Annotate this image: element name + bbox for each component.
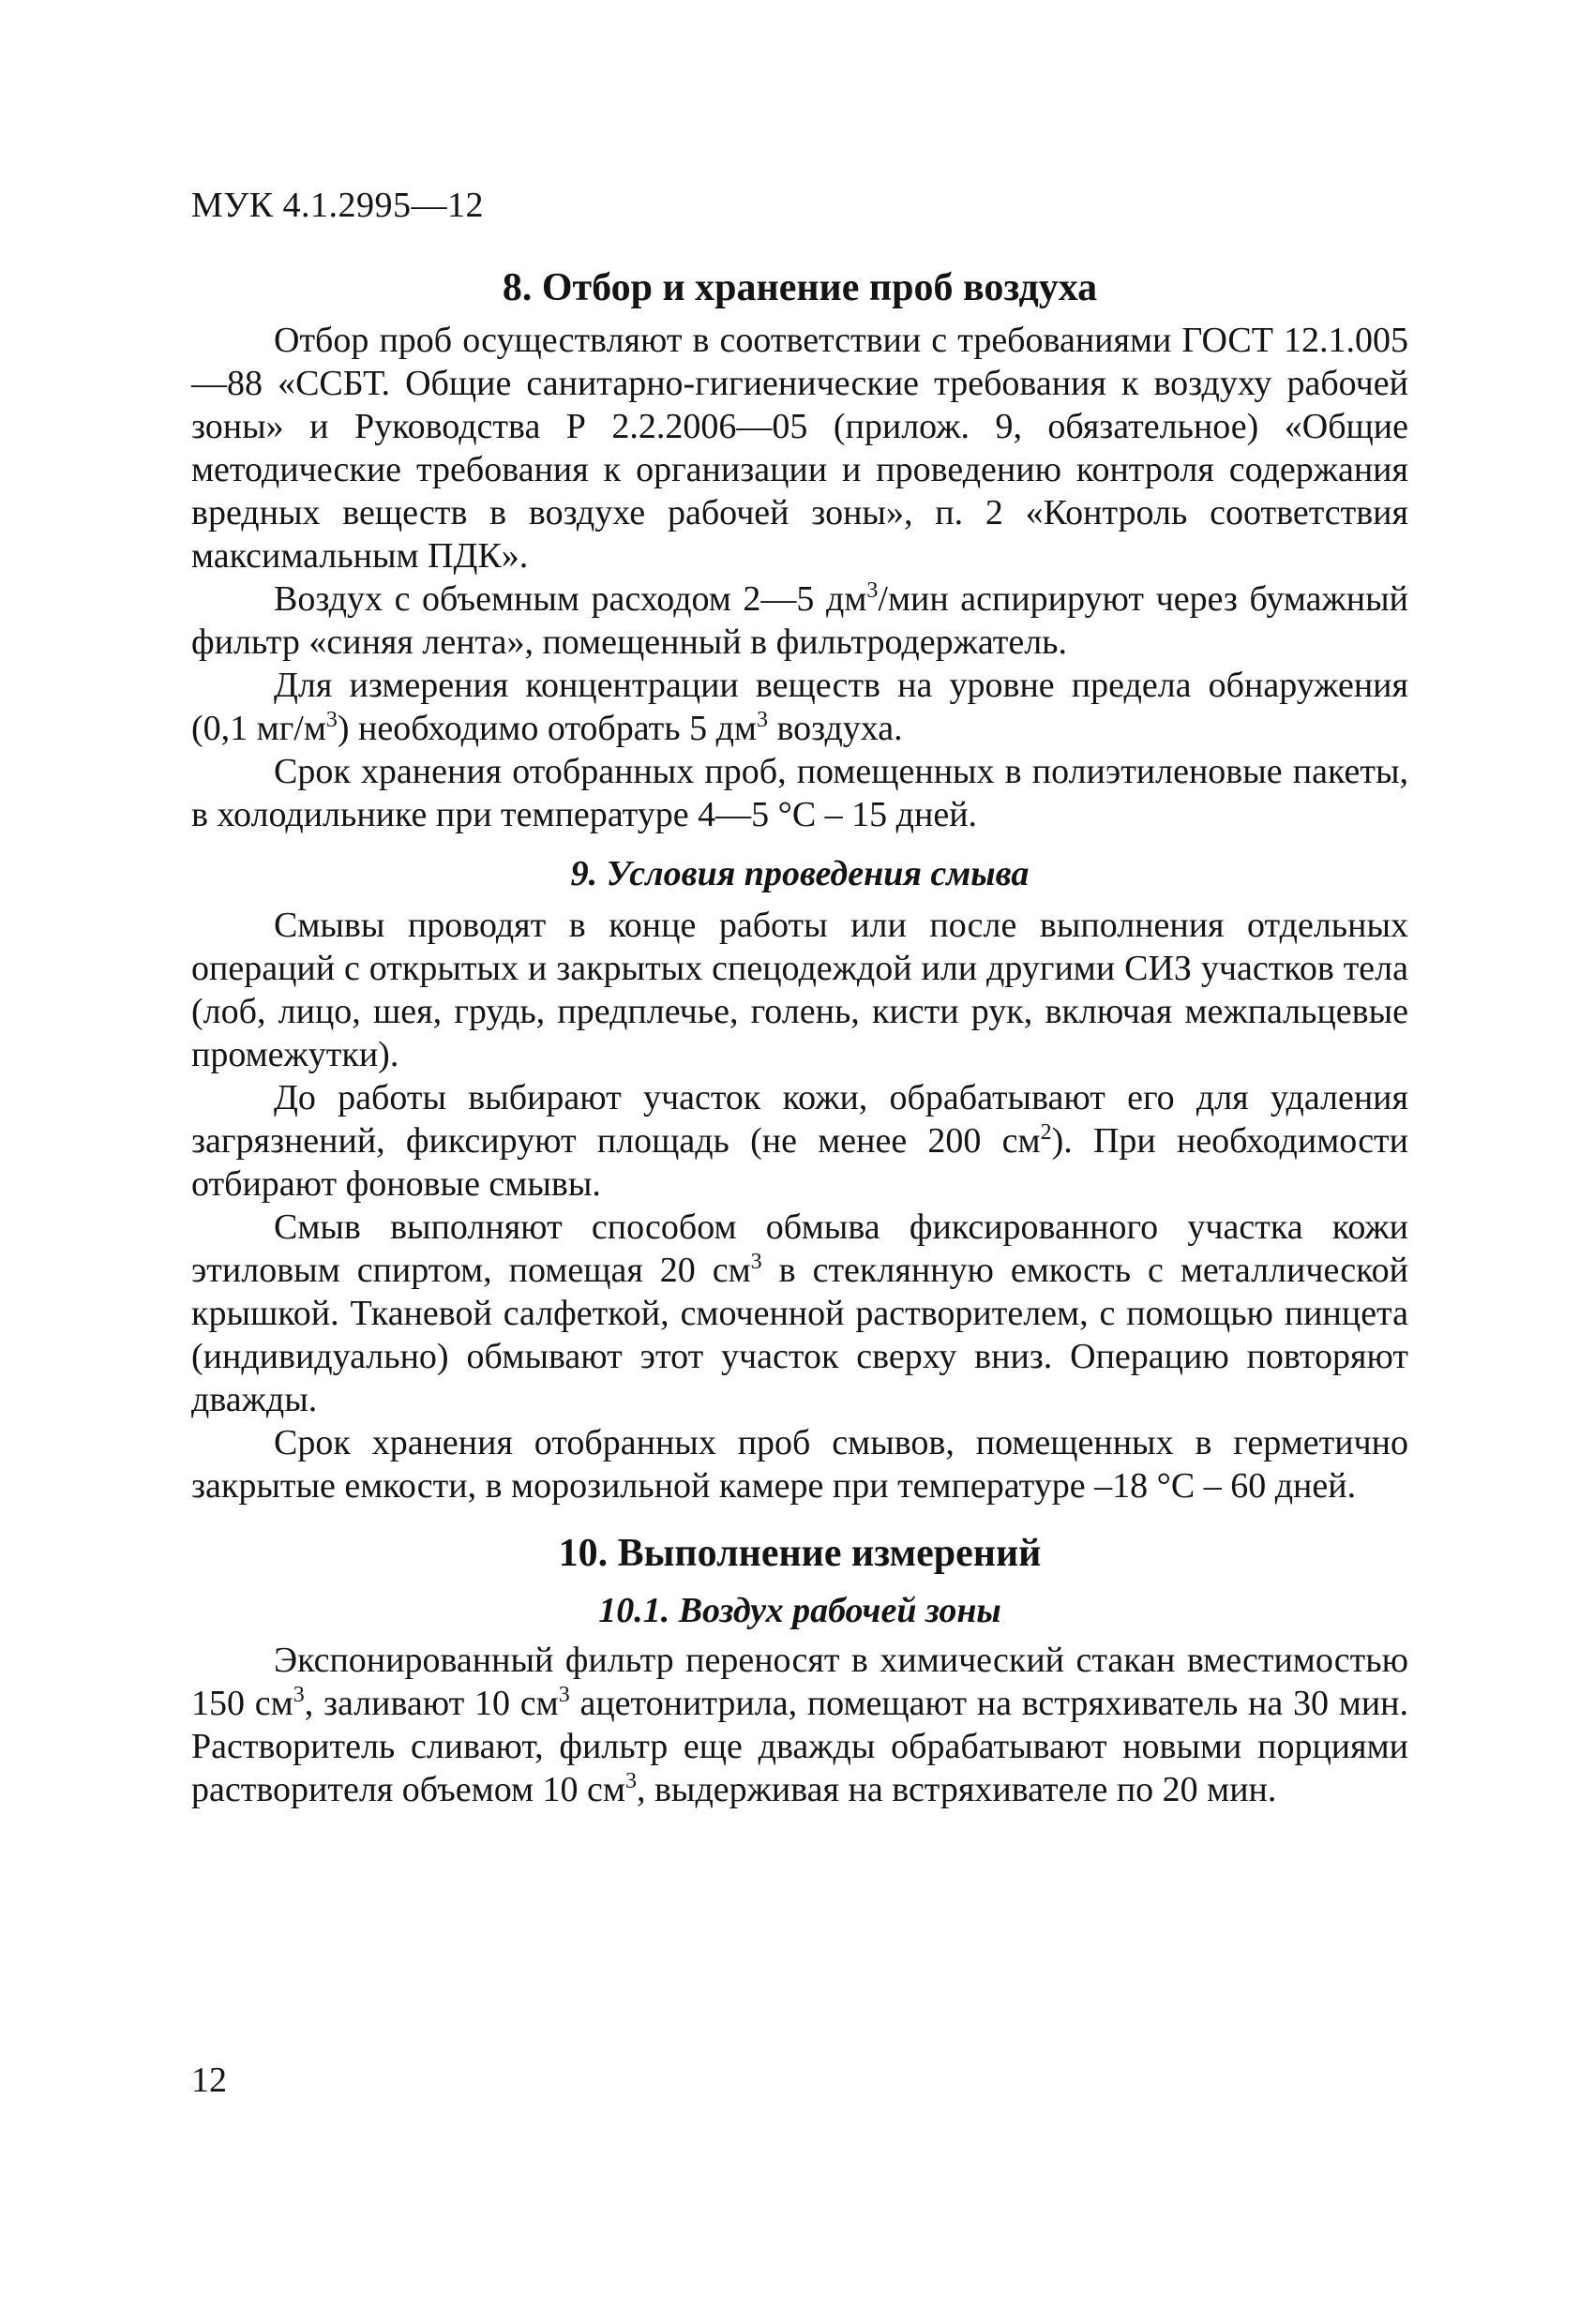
section-8-paragraph-3: Для измерения концентрации веществ на уровне предела обнаружения (0,1 $мг/м^3$) необходимо отобрать 5 $дм^3$ воздуха. — [191, 666, 1408, 748]
section-9-paragraph-3: Смыв выполняют способом обмыва фиксированного участка кожи этиловым спиртом, помещая 20 $см^3$ в стеклянную емкость с металлической крышкой. Тканевой салфеткой, смоченной растворителем, с помощью пинцета (индивидуально) обмывают этот участок сверху вниз. Операцию повторяют дважды. — [191, 1207, 1408, 1419]
document-code-header: МУК 4.1.2995—12 — [191, 186, 485, 225]
section-10-1-paragraph-1: Экспонированный фильтр переносят в химический стакан вместимостью 150 $см^3$, заливают 10 $см^3$ ацетонитрила, помещают на встряхиватель на 30 мин. Растворитель сливают, фильтр еще дважды обрабатывают новыми порциями растворителя объемом 10 $см^3$, выдерживая на встряхивателе по 20 мин. — [191, 1641, 1408, 1809]
page-number: 12 — [191, 2061, 227, 2100]
section-9-paragraph-2: До работы выбирают участок кожи, обрабатывают его для удаления загрязнений, фиксируют площадь (не менее 200 $см^2$). При необходимости отбирают фоновые смывы. — [191, 1078, 1408, 1204]
section-8-paragraph-4: Срок хранения отобранных проб, помещенных в полиэтиленовые пакеты, в холодильнике при температуре 4—5 °С – 15 дней. — [191, 752, 1408, 834]
section-8-heading: 8. Отбор и хранение проб воздуха — [502, 266, 1098, 309]
section-10-heading: 10. Выполнение измерений — [558, 1532, 1042, 1575]
section-8-paragraph-1: Отбор проб осуществляют в соответствии с требованиями ГОСТ 12.1.005—88 «ССБТ. Общие санитарно-гигиенические требования к воздуху рабочей зоны» и Руководства Р 2.2.2006—05 (прилож. 9, обязательное) «Общие методические требования к организации и проведению контроля содержания вредных веществ в воздухе рабочей зоны», п. 2 «Контроль соответствия максимальным ПДК». — [191, 321, 1408, 576]
section-8-paragraph-2: Воздух с объемным расходом 2—5 $дм^3$/мин аспирируют через бумажный фильтр «синяя лента», помещенный в фильтродержатель. — [191, 578, 1408, 662]
section-9-paragraph-1: Смывы проводят в конце работы или после выполнения отдельных операций с открытых и закрытых спецодеждой или другими СИЗ участков тела (лоб, лицо, шея, грудь, предплечье, голень, кисти рук, включая межпальцевые промежутки). — [191, 906, 1408, 1074]
section-measurements — [191, 1530, 1408, 1811]
section-10-1-heading: 10.1. Воздух рабочей зоны — [598, 1591, 1001, 1630]
section-9-heading: 9. Условия проведения смыва — [570, 854, 1030, 893]
section-air-sampling — [191, 264, 1408, 836]
page-content — [191, 264, 1408, 1811]
section-wash-conditions — [191, 851, 1408, 1507]
section-9-paragraph-4: Срок хранения отобранных проб смывов, помещенных в герметично закрытые емкости, в морозильной камере при температуре –18 °С – 60 дней. — [191, 1423, 1408, 1506]
